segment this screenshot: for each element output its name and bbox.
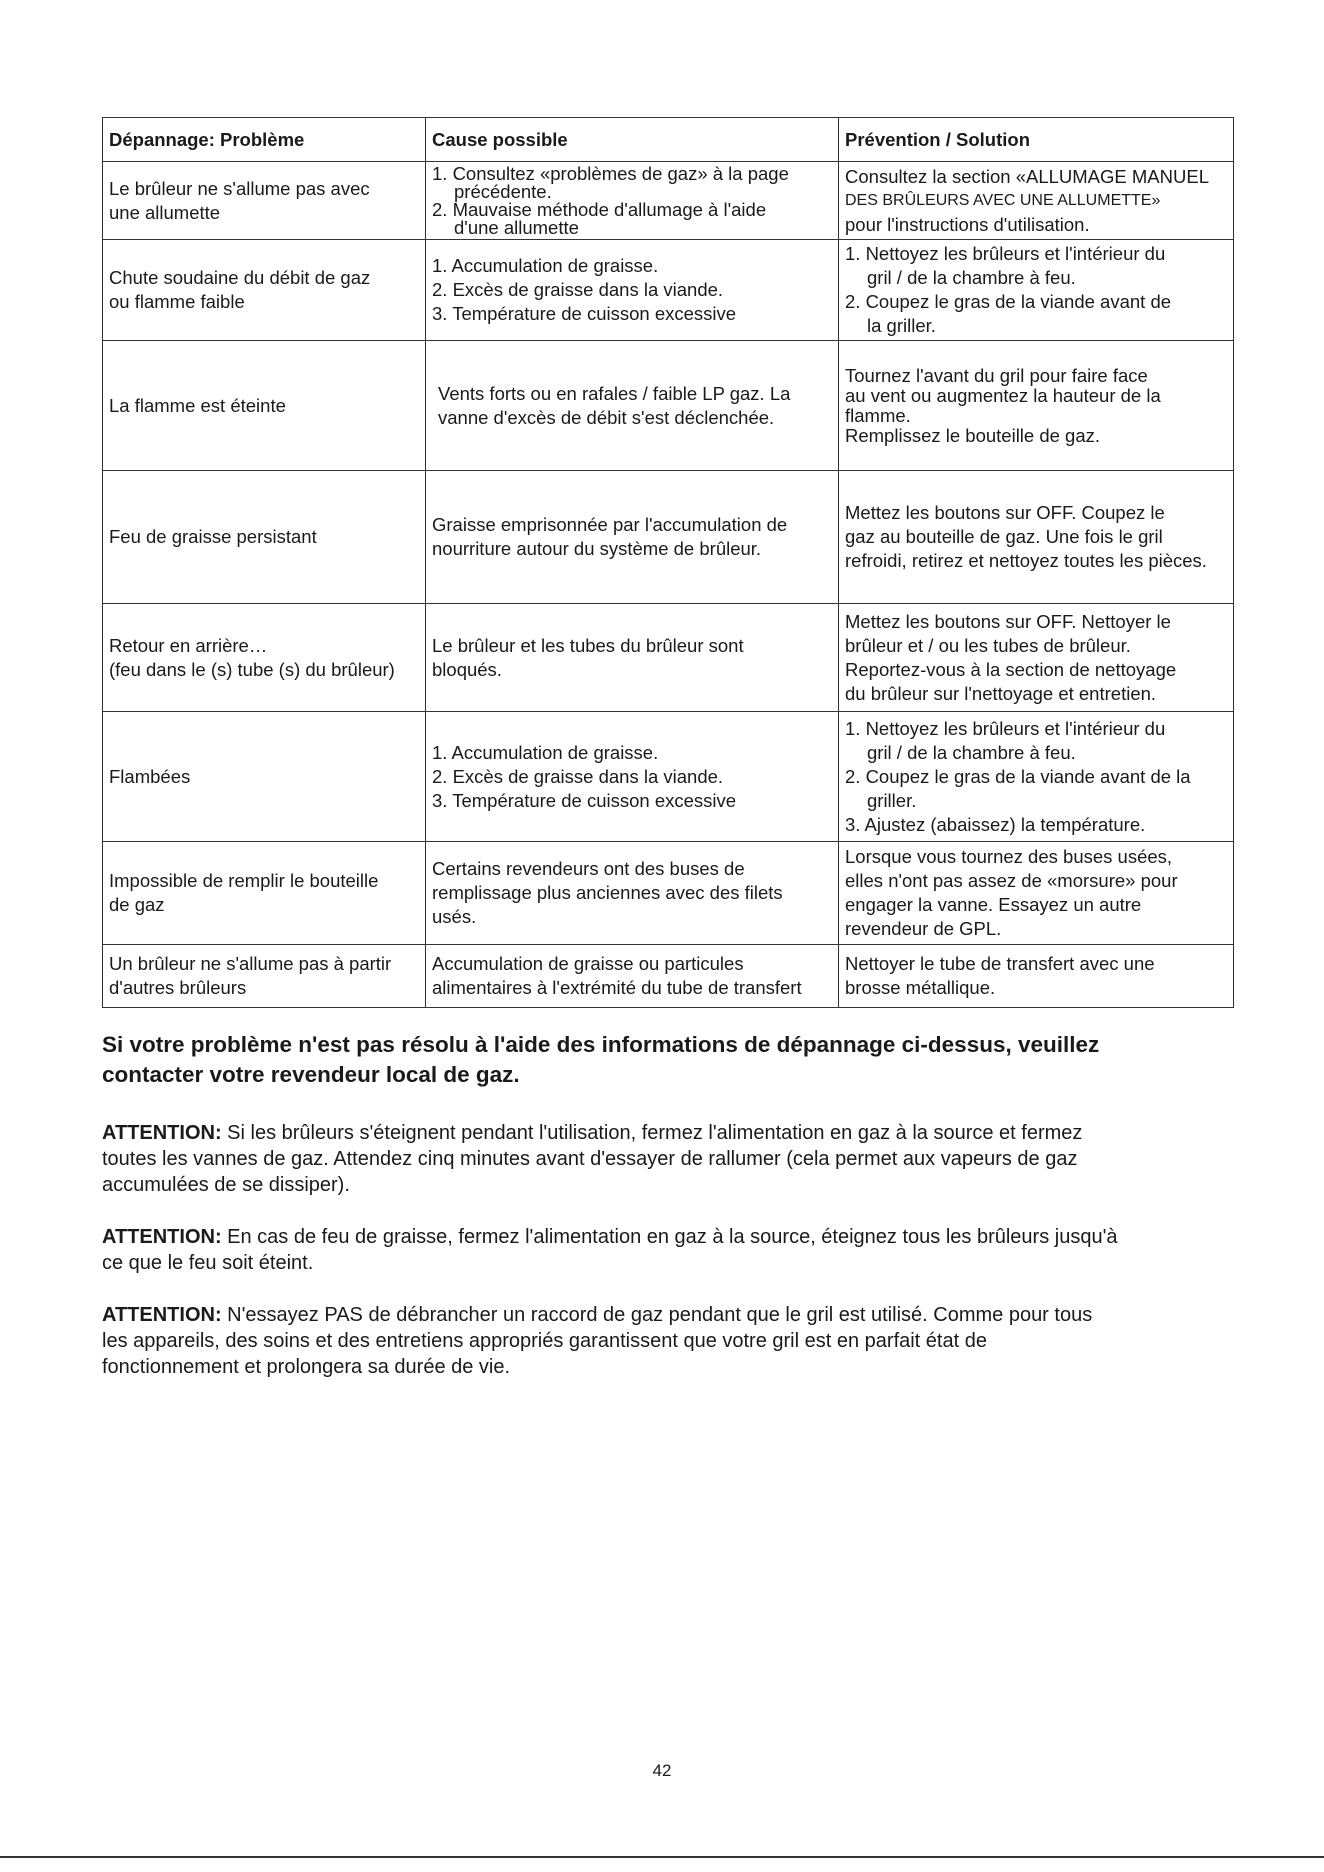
- cause-cell: Accumulation de graisse ou particules alimentaires à l'extrémité du tube de transfert: [426, 945, 839, 1008]
- bottom-divider: [0, 1856, 1324, 1858]
- cause-cell: 1. Consultez «problèmes de gaz» à la page précédente. 2. Mauvaise méthode d'allumage à l'aide d'une allumette: [426, 162, 839, 240]
- problem-cell: La flamme est éteinte: [103, 341, 426, 471]
- table-row: [103, 341, 1234, 471]
- solution-cell: 1. Nettoyez les brûleurs et l'intérieur du gril / de la chambre à feu. 2. Coupez le gras de la viande avant de la griller. 3. Ajustez (abaissez) la température.: [839, 712, 1234, 842]
- problem-cell: Feu de graisse persistant: [103, 471, 426, 604]
- cause-cell: Graisse emprisonnée par l'accumulation de nourriture autour du système de brûleur.: [426, 471, 839, 604]
- attention-paragraph: ATTENTION: N'essayez PAS de débrancher un raccord de gaz pendant que le gril est utilisé. Comme pour tous les appareils, des soins et des entretiens appropriés garantissent que votre gril est en parfait état de fonctionnement et prolongera sa durée de vie.: [102, 1304, 1093, 1378]
- attention-paragraph: ATTENTION: En cas de feu de graisse, fermez l'alimentation en gaz à la source, éteignez tous les brûleurs jusqu'à ce que le feu soit éteint.: [102, 1226, 1118, 1274]
- troubleshooting-table: [102, 117, 1234, 1008]
- header-problem: Dépannage: Problème: [103, 118, 426, 162]
- cause-cell: Vents forts ou en rafales / faible LP gaz. La vanne d'excès de débit s'est déclenchée.: [426, 341, 839, 471]
- solution-cell: Mettez les boutons sur OFF. Nettoyer le brûleur et / ou les tubes de brûleur. Reportez-vous à la section de nettoyage du brûleur sur l'nettoyage et entretien.: [839, 604, 1234, 712]
- cause-cell: Certains revendeurs ont des buses de remplissage plus anciennes avec des filets usés.: [426, 842, 839, 945]
- header-cause: Cause possible: [426, 118, 839, 162]
- table-header-row: [103, 118, 1234, 162]
- table-row: [103, 712, 1234, 842]
- cause-cell: 1. Accumulation de graisse. 2. Excès de graisse dans la viande. 3. Température de cuisson excessive: [426, 240, 839, 341]
- document-page: [102, 117, 1233, 1380]
- attention-label: ATTENTION:: [102, 1304, 222, 1326]
- cause-cell: Le brûleur et les tubes du brûleur sont bloqués.: [426, 604, 839, 712]
- solution-cell: Tournez l'avant du gril pour faire face au vent ou augmentez la hauteur de la flamme. Remplissez le bouteille de gaz.: [839, 341, 1234, 471]
- attention-label: ATTENTION:: [102, 1122, 222, 1144]
- table-row: [103, 604, 1234, 712]
- problem-cell: Chute soudaine du débit de gaz ou flamme faible: [103, 240, 426, 341]
- problem-cell: Flambées: [103, 712, 426, 842]
- solution-cell: Lorsque vous tournez des buses usées, elles n'ont pas assez de «morsure» pour engager la vanne. Essayez un autre revendeur de GPL.: [839, 842, 1234, 945]
- table-row: [103, 471, 1234, 604]
- attention-paragraph: ATTENTION: Si les brûleurs s'éteignent pendant l'utilisation, fermez l'alimentation en gaz à la source et fermez toutes les vannes de gaz. Attendez cinq minutes avant d'essayer de rallumer (cela permet aux vapeurs de gaz accumulées de se dissiper).: [102, 1122, 1083, 1196]
- solution-cell: 1. Nettoyez les brûleurs et l'intérieur du gril / de la chambre à feu. 2. Coupez le gras de la viande avant de la griller.: [839, 240, 1234, 341]
- cause-cell: 1. Accumulation de graisse. 2. Excès de graisse dans la viande. 3. Température de cuisson excessive: [426, 712, 839, 842]
- table-row: [103, 240, 1234, 341]
- problem-cell: Le brûleur ne s'allume pas avec une allumette: [103, 162, 426, 240]
- contact-dealer-note: Si votre problème n'est pas résolu à l'aide des informations de dépannage ci-dessus, veuillez contacter votre revendeur local de gaz.: [102, 1032, 1100, 1087]
- attention-label: ATTENTION:: [102, 1226, 222, 1248]
- table-row: [103, 162, 1234, 240]
- solution-cell: Nettoyer le tube de transfert avec une brosse métallique.: [839, 945, 1234, 1008]
- table-row: [103, 842, 1234, 945]
- table-row: [103, 945, 1234, 1008]
- page-number: 42: [652, 1761, 672, 1780]
- solution-cell: Mettez les boutons sur OFF. Coupez le gaz au bouteille de gaz. Une fois le gril refroidi, retirez et nettoyez toutes les pièces.: [839, 471, 1234, 604]
- solution-cell: Consultez la section «ALLUMAGE MANUEL DES BRÛLEURS AVEC UNE ALLUMETTE» pour l'instructions d'utilisation.: [839, 162, 1234, 240]
- problem-cell: Un brûleur ne s'allume pas à partir d'autres brûleurs: [103, 945, 426, 1008]
- problem-cell: Retour en arrière… (feu dans le (s) tube (s) du brûleur): [103, 604, 426, 712]
- header-solution: Prévention / Solution: [839, 118, 1234, 162]
- problem-cell: Impossible de remplir le bouteille de gaz: [103, 842, 426, 945]
